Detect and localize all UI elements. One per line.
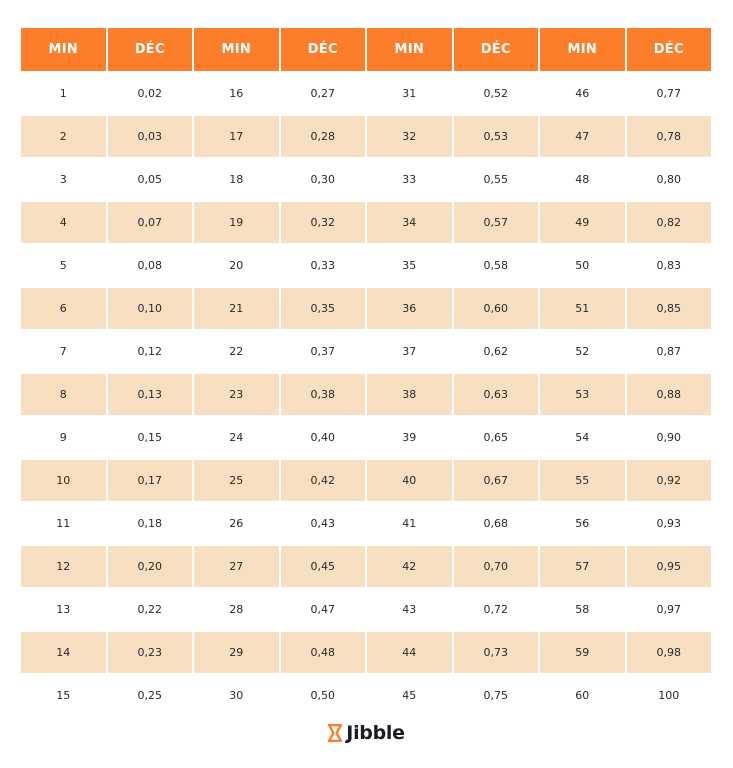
decimal-cell: 0,25 [108, 675, 193, 716]
decimal-cell: 0,48 [281, 632, 366, 673]
table-row [21, 503, 711, 544]
minutes-cell: 21 [194, 288, 279, 329]
decimal-cell: 0,08 [108, 245, 193, 286]
minutes-cell: 7 [21, 331, 106, 372]
table-row [21, 159, 711, 200]
decimal-cell: 0,42 [281, 460, 366, 501]
minutes-cell: 25 [194, 460, 279, 501]
decimal-cell: 0,18 [108, 503, 193, 544]
conversion-table-container [21, 28, 711, 716]
table-row [21, 73, 711, 114]
decimal-cell: 0,37 [281, 331, 366, 372]
decimal-cell: 0,82 [627, 202, 712, 243]
decimal-cell: 0,38 [281, 374, 366, 415]
decimal-cell: 0,62 [454, 331, 539, 372]
decimal-cell: 0,98 [627, 632, 712, 673]
decimal-cell: 0,78 [627, 116, 712, 157]
minutes-cell: 47 [540, 116, 625, 157]
minutes-cell: 9 [21, 417, 106, 458]
decimal-cell: 0,53 [454, 116, 539, 157]
jibble-logo [0, 719, 733, 747]
header-dec-3: DÉC [454, 28, 539, 71]
decimal-cell: 0,13 [108, 374, 193, 415]
minutes-cell: 34 [367, 202, 452, 243]
decimal-cell: 0,02 [108, 73, 193, 114]
decimal-cell: 0,58 [454, 245, 539, 286]
minutes-cell: 48 [540, 159, 625, 200]
minutes-cell: 51 [540, 288, 625, 329]
table-row [21, 374, 711, 415]
table-row [21, 202, 711, 243]
table-row [21, 632, 711, 673]
minutes-cell: 8 [21, 374, 106, 415]
decimal-cell: 0,80 [627, 159, 712, 200]
minutes-cell: 50 [540, 245, 625, 286]
table-row [21, 116, 711, 157]
decimal-cell: 0,70 [454, 546, 539, 587]
minutes-cell: 22 [194, 331, 279, 372]
decimal-cell: 0,92 [627, 460, 712, 501]
minutes-cell: 16 [194, 73, 279, 114]
decimal-cell: 0,10 [108, 288, 193, 329]
minutes-cell: 15 [21, 675, 106, 716]
decimal-cell: 0,17 [108, 460, 193, 501]
decimal-cell: 0,27 [281, 73, 366, 114]
decimal-cell: 0,50 [281, 675, 366, 716]
minutes-cell: 58 [540, 589, 625, 630]
minutes-cell: 43 [367, 589, 452, 630]
minutes-cell: 54 [540, 417, 625, 458]
table-row [21, 245, 711, 286]
header-dec-2: DÉC [281, 28, 366, 71]
table-row [21, 417, 711, 458]
minutes-cell: 13 [21, 589, 106, 630]
table-row [21, 589, 711, 630]
decimal-cell: 0,33 [281, 245, 366, 286]
decimal-cell: 0,30 [281, 159, 366, 200]
decimal-cell: 0,28 [281, 116, 366, 157]
minutes-cell: 11 [21, 503, 106, 544]
decimal-cell: 0,20 [108, 546, 193, 587]
table-row [21, 288, 711, 329]
minutes-cell: 1 [21, 73, 106, 114]
minutes-cell: 37 [367, 331, 452, 372]
minutes-cell: 49 [540, 202, 625, 243]
minutes-cell: 45 [367, 675, 452, 716]
decimal-cell: 0,52 [454, 73, 539, 114]
minutes-cell: 40 [367, 460, 452, 501]
table-row [21, 460, 711, 501]
minutes-cell: 23 [194, 374, 279, 415]
decimal-cell: 0,55 [454, 159, 539, 200]
minutes-cell: 14 [21, 632, 106, 673]
decimal-cell: 0,90 [627, 417, 712, 458]
decimal-cell: 0,75 [454, 675, 539, 716]
decimal-cell: 0,85 [627, 288, 712, 329]
minutes-cell: 6 [21, 288, 106, 329]
decimal-cell: 0,77 [627, 73, 712, 114]
header-min-4: MIN [540, 28, 625, 71]
minutes-cell: 4 [21, 202, 106, 243]
minutes-cell: 19 [194, 202, 279, 243]
header-min-3: MIN [367, 28, 452, 71]
minutes-cell: 33 [367, 159, 452, 200]
decimal-cell: 100 [627, 675, 712, 716]
minutes-cell: 44 [367, 632, 452, 673]
decimal-cell: 0,57 [454, 202, 539, 243]
minutes-cell: 30 [194, 675, 279, 716]
minutes-cell: 39 [367, 417, 452, 458]
minutes-cell: 20 [194, 245, 279, 286]
minutes-cell: 57 [540, 546, 625, 587]
decimal-cell: 0,45 [281, 546, 366, 587]
decimal-cell: 0,35 [281, 288, 366, 329]
hourglass-icon [328, 724, 342, 742]
minutes-cell: 52 [540, 331, 625, 372]
minutes-cell: 38 [367, 374, 452, 415]
minutes-cell: 55 [540, 460, 625, 501]
minutes-cell: 59 [540, 632, 625, 673]
minutes-cell: 35 [367, 245, 452, 286]
table-row [21, 331, 711, 372]
minutes-cell: 2 [21, 116, 106, 157]
decimal-cell: 0,68 [454, 503, 539, 544]
decimal-cell: 0,63 [454, 374, 539, 415]
header-min-1: MIN [21, 28, 106, 71]
decimal-cell: 0,15 [108, 417, 193, 458]
decimal-cell: 0,22 [108, 589, 193, 630]
minutes-cell: 42 [367, 546, 452, 587]
decimal-cell: 0,72 [454, 589, 539, 630]
decimal-cell: 0,95 [627, 546, 712, 587]
decimal-cell: 0,40 [281, 417, 366, 458]
header-dec-1: DÉC [108, 28, 193, 71]
minutes-cell: 5 [21, 245, 106, 286]
table-row [21, 675, 711, 716]
decimal-cell: 0,47 [281, 589, 366, 630]
minutes-cell: 36 [367, 288, 452, 329]
minutes-cell: 17 [194, 116, 279, 157]
minutes-cell: 29 [194, 632, 279, 673]
minutes-cell: 18 [194, 159, 279, 200]
decimal-cell: 0,60 [454, 288, 539, 329]
table-body [21, 73, 711, 716]
minutes-cell: 27 [194, 546, 279, 587]
minutes-cell: 28 [194, 589, 279, 630]
minutes-cell: 3 [21, 159, 106, 200]
decimal-cell: 0,87 [627, 331, 712, 372]
minutes-cell: 41 [367, 503, 452, 544]
decimal-cell: 0,03 [108, 116, 193, 157]
minutes-cell: 32 [367, 116, 452, 157]
minutes-cell: 12 [21, 546, 106, 587]
header-min-2: MIN [194, 28, 279, 71]
table-header-row [21, 28, 711, 71]
minutes-cell: 31 [367, 73, 452, 114]
decimal-cell: 0,88 [627, 374, 712, 415]
decimal-cell: 0,12 [108, 331, 193, 372]
minutes-to-decimal-table [19, 26, 713, 718]
decimal-cell: 0,67 [454, 460, 539, 501]
header-dec-4: DÉC [627, 28, 712, 71]
minutes-cell: 53 [540, 374, 625, 415]
minutes-cell: 10 [21, 460, 106, 501]
decimal-cell: 0,07 [108, 202, 193, 243]
minutes-cell: 26 [194, 503, 279, 544]
decimal-cell: 0,93 [627, 503, 712, 544]
decimal-cell: 0,43 [281, 503, 366, 544]
decimal-cell: 0,97 [627, 589, 712, 630]
table-row [21, 546, 711, 587]
minutes-cell: 56 [540, 503, 625, 544]
decimal-cell: 0,83 [627, 245, 712, 286]
brand-name: Jibble [346, 722, 405, 744]
decimal-cell: 0,05 [108, 159, 193, 200]
decimal-cell: 0,23 [108, 632, 193, 673]
decimal-cell: 0,65 [454, 417, 539, 458]
minutes-cell: 46 [540, 73, 625, 114]
minutes-cell: 60 [540, 675, 625, 716]
decimal-cell: 0,73 [454, 632, 539, 673]
minutes-cell: 24 [194, 417, 279, 458]
decimal-cell: 0,32 [281, 202, 366, 243]
